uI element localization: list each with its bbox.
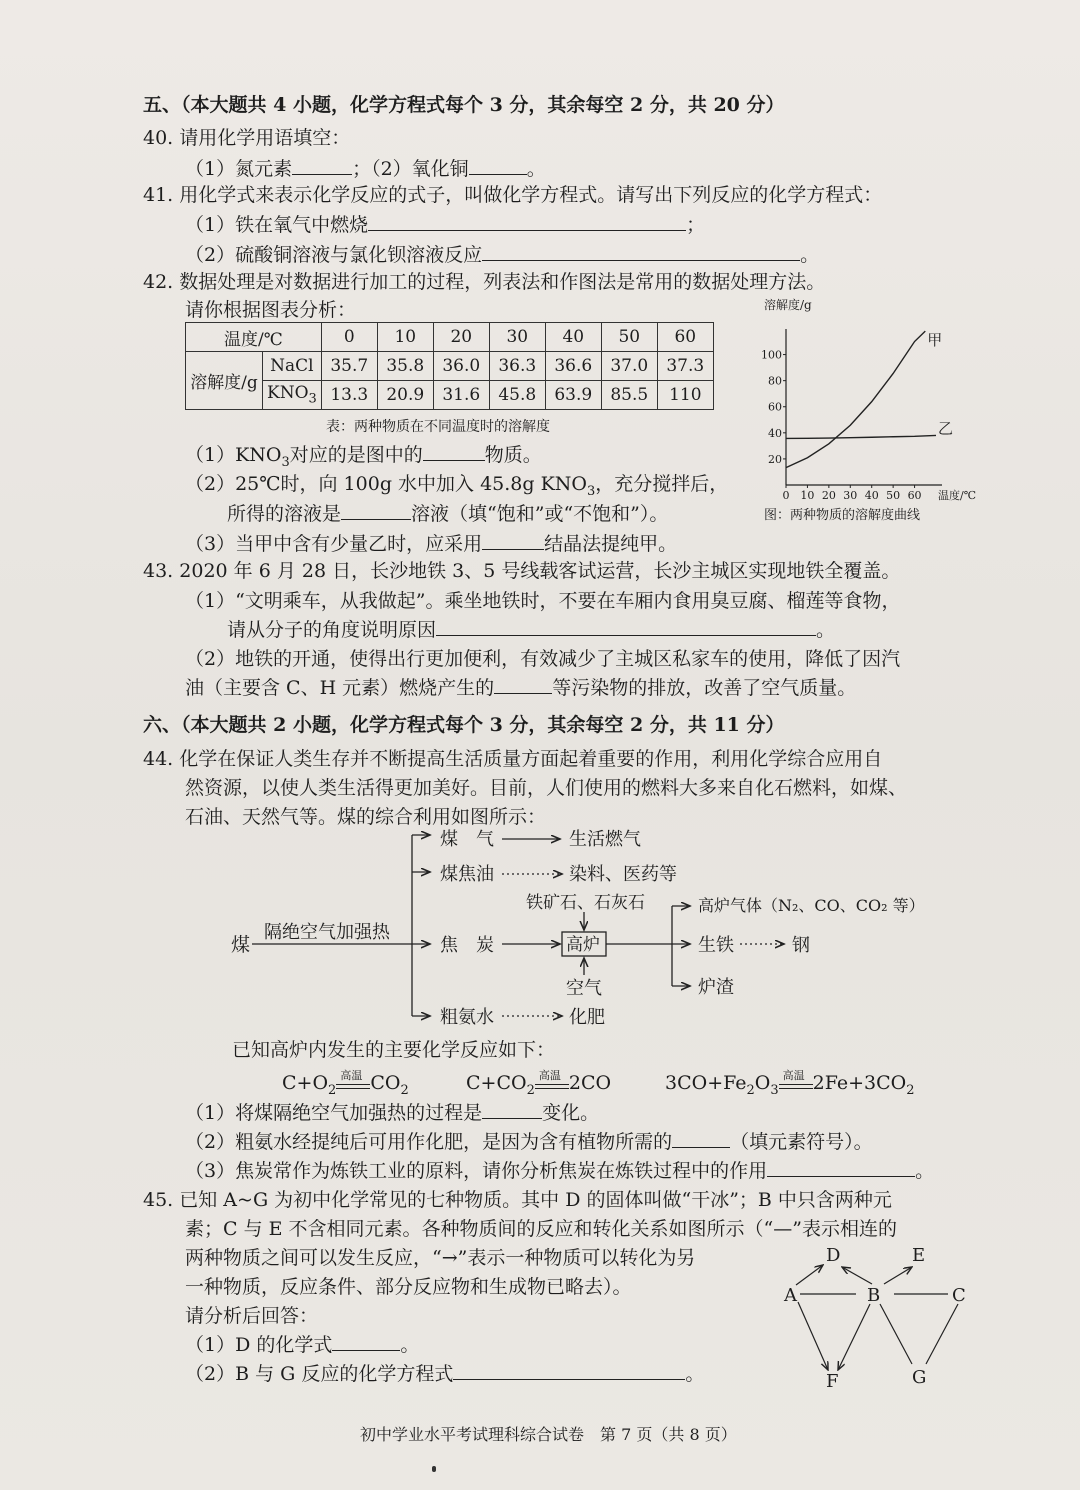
node-D: D bbox=[826, 1245, 841, 1266]
table-row-label-nacl: NaCl bbox=[263, 352, 322, 381]
chart-series-label: 乙 bbox=[938, 419, 954, 438]
q45-line1: 已知 A~G 为初中化学常见的七种物质。其中 D 的固体叫做“干冰”；B 中只含两种元 bbox=[179, 1189, 892, 1211]
table-cell: 36.6 bbox=[545, 352, 601, 381]
q42-number: 42. bbox=[143, 271, 174, 293]
q45-stem-5: 请分析后回答： bbox=[185, 1305, 319, 1327]
chart-series-label: 甲 bbox=[927, 331, 943, 350]
table-cell: 45.8 bbox=[489, 381, 545, 410]
flow-air: 空气 bbox=[566, 978, 602, 999]
reaction-1: $C+O_2$ 高温 $CO_2$ bbox=[282, 1069, 409, 1098]
chart-y-tick-label: 100 bbox=[761, 348, 782, 362]
table-cell: 85.5 bbox=[601, 381, 657, 410]
flow-ammonia: 粗氨水 bbox=[440, 1007, 494, 1028]
q43-p1-end: 。 bbox=[816, 619, 836, 641]
flow-tar-use: 染料、医药等 bbox=[569, 864, 677, 885]
flow-coal: 煤 bbox=[231, 934, 251, 956]
chart-y-tick-label: 60 bbox=[768, 400, 782, 414]
reaction-2: $C+CO_2$ 高温 2CO bbox=[466, 1069, 612, 1098]
flow-blast-gas: 高炉气体（N₂、CO、CO₂ 等） bbox=[698, 896, 925, 915]
q41-text: 用化学式来表示化学反应的式子，叫做化学方程式。请写出下列反应的化学方程式： bbox=[179, 184, 883, 206]
chart-x-tick-label: 60 bbox=[907, 489, 922, 502]
table-cell: 50 bbox=[601, 323, 657, 352]
table-cell: 63.9 bbox=[545, 381, 601, 410]
table-cell: 20 bbox=[433, 323, 489, 352]
r3-left: 3CO+Fe bbox=[665, 1072, 747, 1094]
table-cell: 20.9 bbox=[377, 381, 433, 410]
flow-tar: 煤焦油 bbox=[440, 864, 494, 885]
q45-p2-end: 。 bbox=[685, 1363, 705, 1385]
r1-right: CO bbox=[370, 1072, 401, 1094]
q43-part2: （2）地铁的开通，使得出行更加便利，有效减少了主城区私家车的使用，降低了因汽 bbox=[185, 648, 901, 670]
q45-number: 45. bbox=[143, 1189, 174, 1211]
r2-left: C+CO bbox=[466, 1072, 527, 1094]
table-caption: 表：两种物质在不同温度时的溶解度 bbox=[326, 419, 550, 435]
flow-furnace: 高炉 bbox=[566, 935, 600, 955]
q42-stem-2: 请你根据图表分析： bbox=[185, 299, 357, 321]
chart-y-label: 溶解度/g bbox=[764, 298, 812, 312]
q41-p2-end: 。 bbox=[800, 244, 820, 266]
chart-x-tick-label: 30 bbox=[843, 489, 858, 502]
q43-p2c: 等污染物的排放，改善了空气质量。 bbox=[552, 677, 857, 699]
table-cell: 37.0 bbox=[601, 352, 657, 381]
q41-p1-label: （1）铁在氧气中燃烧 bbox=[185, 214, 369, 236]
q44-line1: 化学在保证人类生存并不断提高生活质量方面起着重要的作用，利用化学综合应用自 bbox=[179, 748, 883, 770]
chart-x-tick-label: 50 bbox=[886, 489, 901, 502]
node-G: G bbox=[912, 1367, 927, 1388]
table-row-label-kno3: $KNO_3$ bbox=[263, 381, 322, 410]
chart-y-tick-label: 40 bbox=[768, 426, 782, 440]
node-E: E bbox=[912, 1245, 926, 1266]
flow-fertilizer: 化肥 bbox=[569, 1007, 605, 1028]
q45-stem-4: 一种物质，反应条件、部分反应物和生成物已略去）。 bbox=[185, 1276, 632, 1298]
flow-process: 隔绝空气加强热 bbox=[264, 922, 390, 943]
q41-number: 41. bbox=[143, 184, 174, 206]
q42-text: 数据处理是对数据进行加工的过程，列表法和作图法是常用的数据处理方法。 bbox=[179, 271, 826, 293]
q44-stem-3: 石油、天然气等。煤的综合利用如图所示： bbox=[185, 806, 547, 828]
q42-p2c: 所得的溶液是 bbox=[227, 503, 342, 525]
q44-p2b: （填元素符号）。 bbox=[730, 1131, 873, 1153]
q44-p2a: （2）粗氨水经提纯后可用作化肥，是因为含有植物所需的 bbox=[185, 1131, 673, 1153]
flow-slag: 炉渣 bbox=[698, 977, 734, 998]
ink-dot bbox=[432, 1466, 436, 1472]
page-footer: 初中学业水平考试理科综合试卷 第 7 页（共 8 页） bbox=[360, 1425, 737, 1444]
table-cell: 0 bbox=[321, 323, 377, 352]
q44-number: 44. bbox=[143, 748, 174, 770]
q42-p2d: 溶液（填“饱和”或“不饱和”）。 bbox=[411, 503, 669, 525]
q43-number: 43. bbox=[143, 560, 174, 582]
table-cell: 110 bbox=[657, 381, 713, 410]
reaction-3: $3CO+Fe_2O_3$ 高温 $2Fe+3CO_2$ bbox=[665, 1069, 915, 1098]
q45-stem-3: 两种物质之间可以发生反应，“→”表示一种物质可以转化为另 bbox=[185, 1247, 696, 1269]
flow-steel: 钢 bbox=[792, 935, 810, 956]
q42-p1b: 对应的是图中的 bbox=[289, 444, 423, 466]
q42-p2a: （2）25℃时，向 100g 水中加入 45.8g KNO bbox=[185, 473, 587, 495]
section-6-header: 六、（本大题共 2 小题，化学方程式每个 3 分，其余每空 2 分，共 11 分） bbox=[143, 714, 785, 736]
q42-p2b: ，充分搅拌后， bbox=[595, 473, 729, 495]
q43-p2b: 油（主要含 C、H 元素）燃烧产生的 bbox=[185, 677, 495, 699]
q44-reactions-intro: 已知高炉内发生的主要化学反应如下： bbox=[232, 1039, 556, 1061]
q45-stem-2: 素；C 与 E 不含相同元素。各种物质间的反应和转化关系如图所示（“—”表示相连的 bbox=[185, 1218, 897, 1240]
q42-p3a: （3）当甲中含有少量乙时，应采用 bbox=[185, 533, 483, 555]
flow-ore: 铁矿石、石灰石 bbox=[526, 893, 645, 913]
chart-caption: 图：两种物质的溶解度曲线 bbox=[764, 508, 921, 523]
q42-p3b: 结晶法提纯甲。 bbox=[544, 533, 678, 555]
table-cell: 37.3 bbox=[657, 352, 713, 381]
q42-p2-sub: 3 bbox=[586, 483, 596, 499]
q45-p1-label: （1）D 的化学式 bbox=[185, 1334, 333, 1356]
table-cell: 36.3 bbox=[489, 352, 545, 381]
q42-p1-sub: 3 bbox=[281, 454, 290, 470]
chart-x-tick-label: 10 bbox=[800, 489, 815, 502]
table-cell: 13.3 bbox=[321, 381, 377, 410]
r1-condition: 高温 bbox=[336, 1072, 370, 1089]
node-B: B bbox=[867, 1285, 881, 1306]
q43-part1: （1）“文明乘车，从我做起”。乘坐地铁时，不要在车厢内食用臭豆腐、榴莲等食物， bbox=[185, 590, 901, 612]
q44-p1b: 变化。 bbox=[542, 1102, 600, 1124]
q40-text: 请用化学用语填空： bbox=[179, 127, 351, 149]
q40-p1-label: （1）氮元素 bbox=[185, 158, 293, 180]
q44-p3a: （3）焦炭常作为炼铁工业的原料，请你分析焦炭在炼铁过程中的作用 bbox=[185, 1160, 768, 1182]
flow-pig-iron: 生铁 bbox=[698, 935, 734, 956]
flow-gas-use: 生活燃气 bbox=[569, 829, 641, 850]
table-cell: 31.6 bbox=[433, 381, 489, 410]
table-cell: 36.0 bbox=[433, 352, 489, 381]
flow-gas: 煤 气 bbox=[440, 829, 494, 850]
r3-condition: 高温 bbox=[779, 1072, 813, 1089]
node-A: A bbox=[784, 1285, 797, 1306]
q45-p2-label: （2）B 与 G 反应的化学方程式 bbox=[185, 1363, 454, 1385]
q42-p1c: 物质。 bbox=[484, 444, 542, 466]
node-F: F bbox=[826, 1371, 839, 1392]
table-cell: 10 bbox=[377, 323, 433, 352]
q40-number: 40. bbox=[143, 127, 174, 149]
chart-x-label: 温度/℃ bbox=[938, 489, 977, 502]
table-cell: 30 bbox=[489, 323, 545, 352]
q41-p1-end: ； bbox=[686, 214, 706, 236]
chart-y-tick-label: 20 bbox=[768, 452, 782, 466]
r2-right: 2CO bbox=[568, 1072, 612, 1094]
q44-p3-end: 。 bbox=[915, 1160, 935, 1182]
q43-text: 2020 年 6 月 28 日，长沙地铁 3、5 号线载客试运营，长沙主城区实现地铁全覆盖。 bbox=[179, 560, 901, 582]
table-cell: 35.8 bbox=[377, 352, 433, 381]
r1-left: C+O bbox=[282, 1072, 329, 1094]
q43-p1b: 请从分子的角度说明原因 bbox=[227, 619, 437, 641]
table-cell: 40 bbox=[545, 323, 601, 352]
section-5-header: 五、（本大题共 4 小题，化学方程式每个 3 分，其余每空 2 分，共 20 分） bbox=[143, 94, 785, 116]
table-header-solubility: 溶解度/g bbox=[186, 352, 263, 410]
chart-y-tick-label: 80 bbox=[768, 374, 782, 388]
q40-p1b-label: ；（2）氧化铜 bbox=[352, 158, 469, 180]
chart-x-tick-label: 40 bbox=[864, 489, 879, 502]
flow-coke: 焦 炭 bbox=[440, 935, 494, 956]
q40-p1c: 。 bbox=[526, 158, 546, 180]
q42-p1a: （1）KNO bbox=[185, 444, 282, 466]
chart-x-tick-label: 20 bbox=[821, 489, 836, 502]
chart-x-tick-label: 0 bbox=[782, 489, 790, 502]
q44-stem-2: 然资源，以使人类生活得更加美好。目前，人们使用的燃料大多来自化石燃料，如煤、 bbox=[185, 777, 908, 799]
q45-p1-end: 。 bbox=[400, 1334, 420, 1356]
table-cell: 60 bbox=[657, 323, 713, 352]
r3-right: 2Fe+3CO bbox=[812, 1072, 907, 1094]
r2-condition: 高温 bbox=[535, 1072, 569, 1089]
table-header-temp: 温度/℃ bbox=[186, 323, 322, 352]
q41-p2-label: （2）硫酸铜溶液与氯化钡溶液反应 bbox=[185, 244, 483, 266]
table-cell: 35.7 bbox=[321, 352, 377, 381]
node-C: C bbox=[952, 1285, 966, 1306]
q44-p1a: （1）将煤隔绝空气加强热的过程是 bbox=[185, 1102, 483, 1124]
